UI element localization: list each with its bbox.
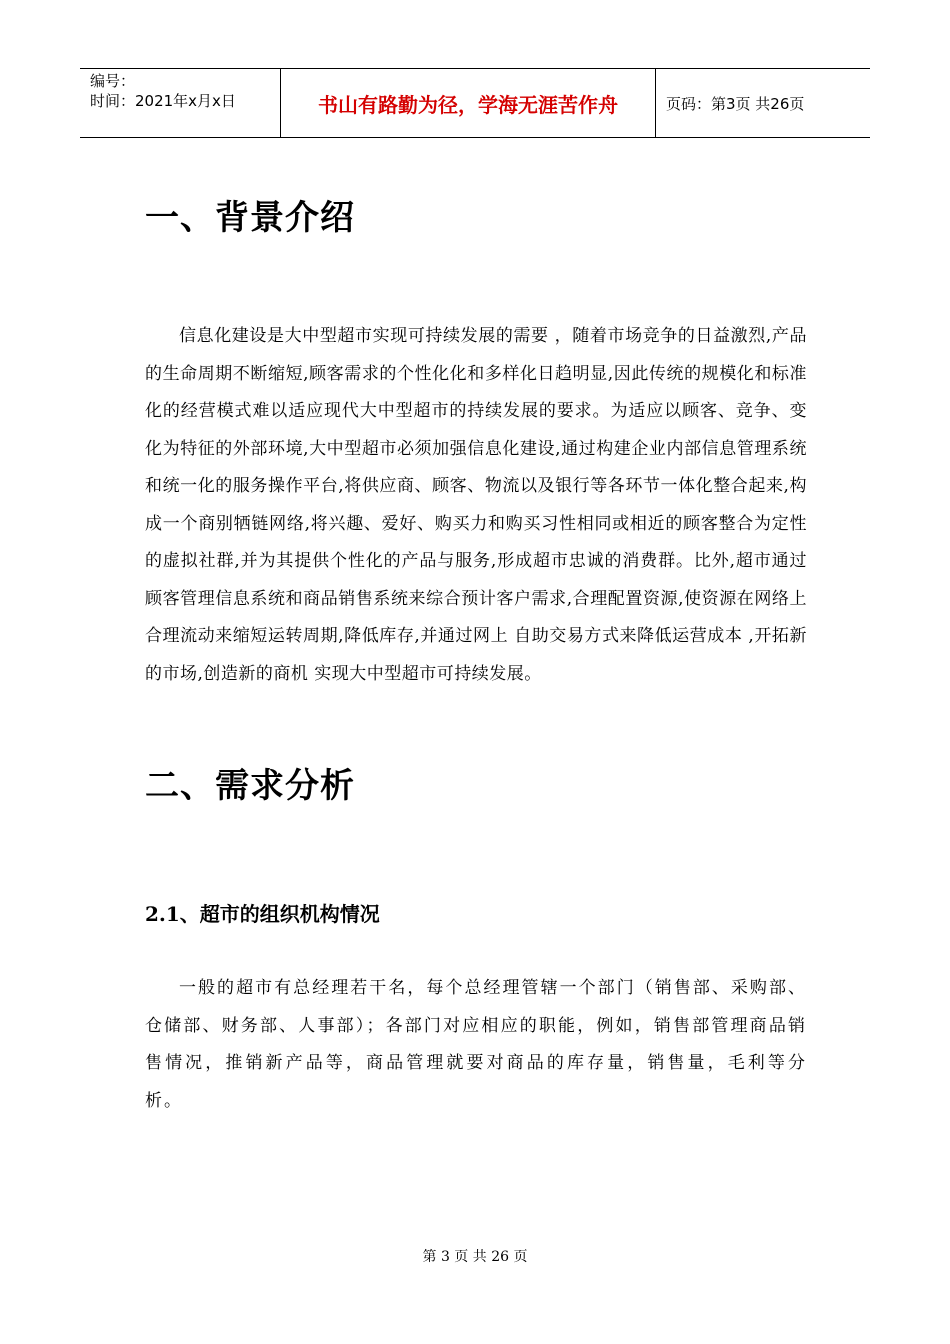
header-motto: 书山有路勤为径，学海无涯苦作舟 xyxy=(281,69,656,137)
document-header xyxy=(80,68,870,138)
page-footer: 第 3 页 共 26 页 xyxy=(422,1249,528,1265)
organization-paragraph: 一般的超市有总经理若干名，每个总经理管辖一个部门（销售部、采购部、仓储部、财务部、人事部）；各部门对应相应的职能，例如，销售部管理商品销售情况，推销新产品等，商品管理就要对商品的库存量，销售量，毛利等分析。 xyxy=(145,978,807,1111)
background-paragraph: 信息化建设是大中型超市实现可持续发展的需要 ，随着市场竞争的日益激烈,产品的生命周期不断缩短,顾客需求的个性化化和多样化日趋明显,因此传统的规模化和标准化的经营模式难以适应现代大中型超市的持续发展的要求。为适应以顾客、竞争、变化为特征的外部环境,大中型超市必须加强信息化建设,通过构建企业内部信息管理系统和统一化的服务操作平台,将供应商、顾客、物流以及银行等各环节一体化整合起来,构成一个商别牺链网络,将兴趣、爱好、购买力和购买习性相同或相近的顾客整合为定性的虚拟社群,并为其提供个性化的产品与服务,形成超市忠诚的消费群。比外,超市通过顾客管理信息系统和商品销售系统来综合预计客户需求,合理配置资源,使资源在网络上合理流动来缩短运转周期,降低库存,并通过网上 自助交易方式来降低运营成本 ,开拓新的市场,创造新的商机 实现大中型超市可持续发展。 xyxy=(145,326,807,684)
document-time-label: 时间：2021年x月x日 xyxy=(90,92,236,110)
header-page-info: 页码：第3页 共26页 xyxy=(666,94,805,113)
header-meta-cell xyxy=(80,69,281,137)
document-number-label: 编号： xyxy=(90,72,136,90)
section-title-background: 一、背景介绍 xyxy=(145,198,355,238)
subsection-title-organization: 2.1、超市的组织机构情况 xyxy=(145,902,380,926)
section-title-requirements: 二、需求分析 xyxy=(145,766,355,806)
